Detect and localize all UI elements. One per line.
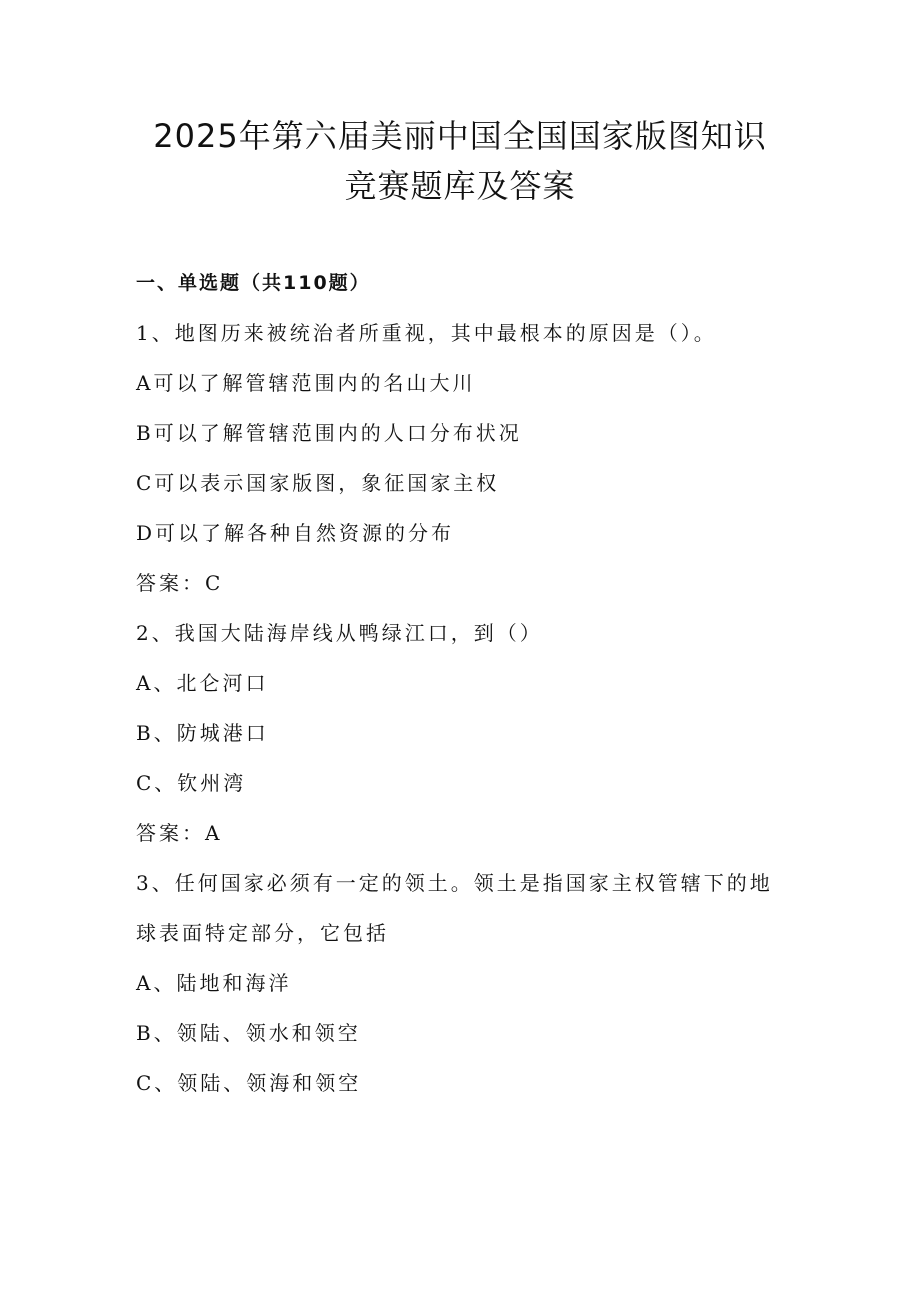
question-2-option-b: B、防城港口 [136,721,269,745]
question-3-option-a: A、陆地和海洋 [136,971,292,995]
question-2-option-c: C、钦州湾 [136,771,247,795]
question-2-text: 2、我国大陆海岸线从鸭绿江口，到（） [136,621,543,645]
question-3-option-b: B、领陆、领水和领空 [136,1021,361,1045]
question-3-text-line-2: 球表面特定部分，它包括 [136,921,389,945]
question-3-text-line-1: 3、任何国家必须有一定的领土。领土是指国家主权管辖下的地 [136,871,773,895]
question-1-option-a: A可以了解管辖范围内的名山大川 [136,371,476,395]
question-1-option-d: D可以了解各种自然资源的分布 [136,521,455,545]
section-heading: 一、单选题（共110题） [136,272,371,294]
question-2-option-a: A、北仑河口 [136,671,269,695]
document-title-line-2: 竞赛题库及答案 [344,167,576,205]
question-1-answer: 答案：C [136,571,224,595]
question-2-answer: 答案：A [136,821,223,845]
question-3-option-c: C、领陆、领海和领空 [136,1071,362,1095]
document-title-line-1: 2025年第六届美丽中国全国国家版图知识 [153,117,767,155]
question-1-text: 1、地图历来被统治者所重视，其中最根本的原因是（）。 [136,321,717,345]
question-1-option-c: C可以表示国家版图，象征国家主权 [136,471,500,495]
question-1-option-b: B可以了解管辖范围内的人口分布状况 [136,421,522,445]
